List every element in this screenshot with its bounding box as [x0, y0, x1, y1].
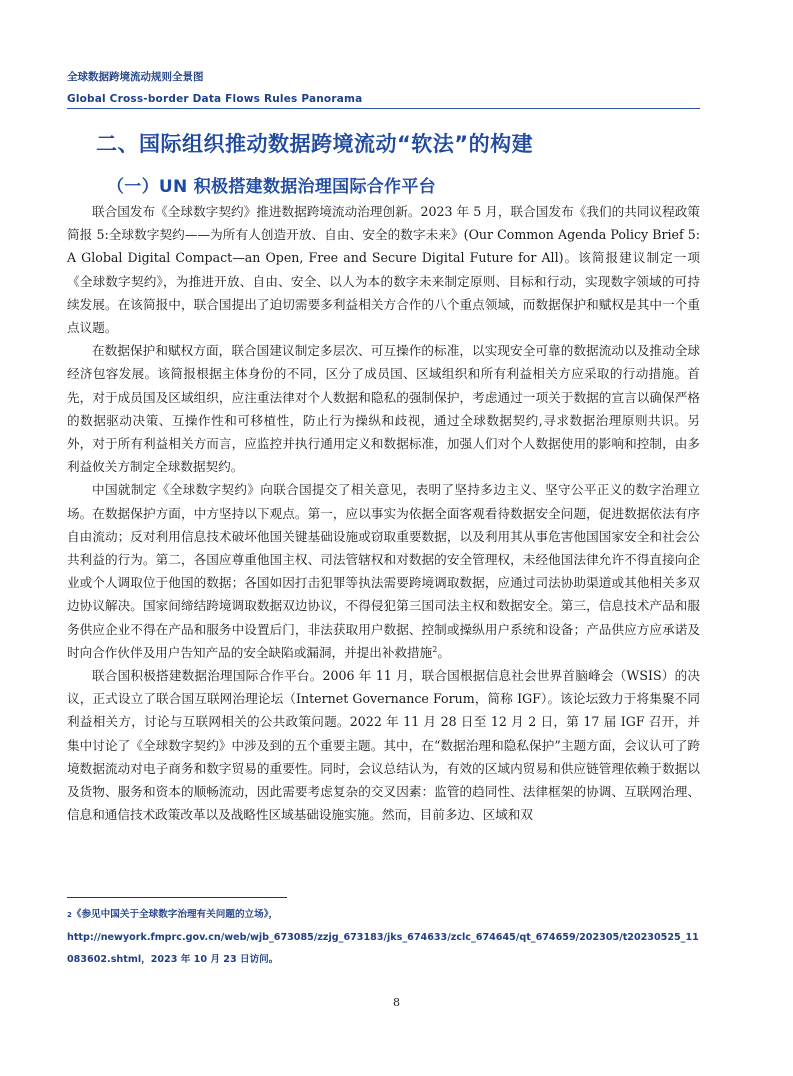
footnote-line-1 [67, 904, 700, 927]
footnote [67, 904, 700, 972]
running-header [67, 70, 700, 106]
paragraph-4: 联合国积极搭建数据治理国际合作平台。2006 年 11 月，联合国根据信息社会世界首脑峰会（WSIS）的决议，正式设立了联合国互联网治理论坛（Internet Governance Forum，简称 IGF）。该论坛致力于将集聚不同利益相关方，讨论与互联网相关的公共政策问题。2022 年 11 月 28 日至 12 月 2 日，第 17 届 IGF 召开，并集中讨论了《全球数字契约》中涉及到的五个重要主题。其中，在“数据治理和隐私保护”主题方面，会议认可了跨境数据流动对电子商务和数字贸易的重要性。同时，会议总结认为，有效的区域内贸易和供应链管理依赖于数据以及货物、服务和资本的顺畅流动，因此需要考虑复杂的交叉因素：监管的趋同性、法律框架的协调、互联网治理、信息和通信技术政策改革以及战略性区域基础设施实施。然而，目前多边、区域和双 [67, 668, 700, 823]
footnote-url[interactable]: http://newyork.fmprc.gov.cn/web/wjb_673085/zzjg_673183/jks_674633/zclc_674645/qt_674659/202305/t20230525_11083602.shtml，2023 年 10 月 23 日访问。 [67, 931, 699, 965]
header-title-cn: 全球数据跨境流动规则全景图 [67, 71, 204, 83]
page-number: 8 [393, 996, 400, 1009]
footnote-reference[interactable]: 2 [432, 644, 438, 654]
header-title-en: Global Cross-border Data Flows Rules Panorama [67, 93, 363, 105]
header-divider [67, 108, 700, 109]
section-heading: 二、国际组织推动数据跨境流动“软法”的构建 [96, 132, 534, 156]
footnote-text: 《参见中国关于全球数字治理有关问题的立场》， [71, 909, 279, 920]
paragraph-1: 联合国发布《全球数字契约》推进数据跨境流动治理创新。2023 年 5 月，联合国发布《我们的共同议程政策简报 5:全球数字契约——为所有人创造开放、自由、安全的数字未来》(Our Common Agenda Policy Brief 5: A Global Digital Compact—an Open, Free and Secure Digital Future for All)。该简报建议制定一项《全球数字契约》，为推进开放、自由、安全、以人为本的数字未来制定原则、目标和行动，实现数字领域的可持续发展。在该简报中，联合国提出了迫切需要多利益相关方合作的八个重点领域，而数据保护和赋权是其中一个重点议题。 [67, 204, 700, 336]
paragraph-2: 在数据保护和赋权方面，联合国建议制定多层次、可互操作的标准，以实现安全可靠的数据流动以及推动全球经济包容发展。该简报根据主体身份的不同，区分了成员国、区域组织和所有利益相关方应采取的行动措施。首先，对于成员国及区域组织，应注重法律对个人数据和隐私的强制保护，考虑通过一项关于数据的宣言以确保严格的数据驱动决策、互操作性和可移植性，防止行为操纵和歧视，通过全球数据契约,寻求数据治理原则共识。另外，对于所有利益相关方而言，应监控并执行通用定义和数据标准，加强人们对个人数据使用的影响和控制，由多利益攸关方制定全球数据契约。 [67, 343, 700, 475]
body-text [67, 200, 700, 826]
section-subheading: （一）UN 积极搭建数据治理国际合作平台 [107, 177, 436, 197]
footnote-number: 2 [67, 911, 72, 919]
paragraph-3-text: 中国就制定《全球数字契约》向联合国提交了相关意见，表明了坚持多边主义、坚守公平正义的数字治理立场。在数据保护方面，中方坚持以下观点。第一，应以事实为依据全面客观看待数据安全问题，促进数据依法有序自由流动；反对利用信息技术破坏他国关键基础设施或窃取重要数据，以及利用其从事危害他国国家安全和社会公共利益的行为。第二，各国应尊重他国主权、司法管辖权和对数据的安全管理权，未经他国法律允许不得直接向企业或个人调取位于他国的数据；各国如因打击犯罪等执法需要跨境调取数据，应通过司法协助渠道或其他相关多双边协议解决。国家间缔结跨境调取数据双边协议，不得侵犯第三国司法主权和数据安全。第三，信息技术产品和服务供应企业不得在产品和服务中设置后门，非法获取用户数据、控制或操纵用户系统和设备；产品供应方应承诺及时向合作伙伴及用户告知产品的安全缺陷或漏洞，并提出补救措施 [67, 482, 700, 660]
footnote-divider [67, 897, 287, 898]
paragraph-3-end: 。 [437, 644, 450, 660]
paragraph-3 [67, 478, 700, 664]
